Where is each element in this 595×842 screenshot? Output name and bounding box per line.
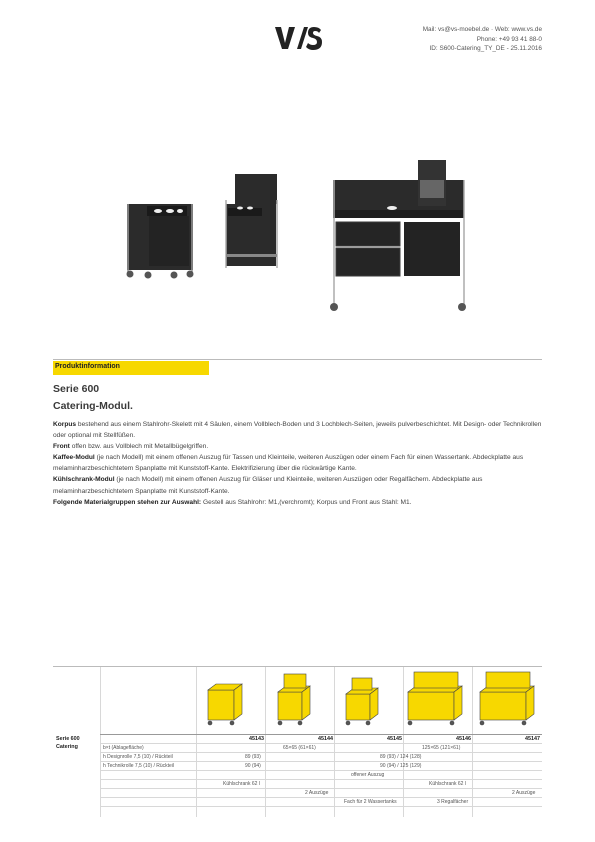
cart-45144 [226,174,277,268]
grid-line [100,743,542,744]
model-drawings [196,668,542,734]
paragraph-material: Folgende Materialgruppen stehen zur Auswahl: Gestell aus Stahlrohr: M1,(verchromt); Korpus und Front aus Stahl: M1. [53,498,412,506]
grid-line [100,752,542,753]
row-label: b×t (Ablagefläche) [103,745,144,751]
model-number: 45143 [249,736,264,742]
divider-top [53,359,542,360]
paragraph-kuehlschrank: Kühlschrank-Modul (je nach Modell) mit einem offenen Auszug für Gläser und Kleinteile, weiteren Auszügen oder Regalfächern. Abdeckplatte aus melaminharzbeschichtetem Spanplatte mit Kunststoff-Kante. [53,476,483,495]
series-label [56,735,80,751]
table-cell: 89 (93) [245,754,261,760]
table-cell: 2 Auszüge [512,790,536,796]
product-photo [0,160,595,320]
series-type: Catering [56,744,78,750]
grid-line [100,770,542,771]
paragraph-front: Front offen bzw. aus Vollblech mit Metallbügelgriffen. [53,443,209,451]
divider-table [53,666,542,667]
drawing-45146 [408,672,462,725]
drawing-45145 [346,678,378,725]
grid-line [100,779,542,780]
contact-phone: Phone: +49 93 41 88-0 [476,35,542,43]
table-cell: 90 (94) / 125 (129) [380,763,422,769]
grid-line [100,788,542,789]
grid-line [100,797,542,798]
table-cell: Fach für 2 Wassertanks [344,799,397,805]
paragraph-korpus: Korpus bestehend aus einem Stahlrohr-Skelett mit 4 Säulen, einem Vollblech-Boden und 3 Lochblech-Seiten, jeweils pulverbeschichtet. Mit Design- oder Technikrollen oder optional mit Stellfüßen. [53,421,542,440]
vs-logo [273,24,323,52]
drawing-45144 [278,674,310,725]
table-cell: 65×65 (61×61) [283,745,316,751]
table-cell: offener Auszug [351,772,385,778]
drawing-45147 [480,672,534,725]
contact-mail-web: Mail: vs@vs-moebel.de · Web: www.vs.de [422,26,542,33]
section-label: Produktinformation [53,361,209,375]
paragraph-kaffee: Kaffee-Modul (je nach Modell) mit einem offenen Auszug für Tassen und Kleinteile, weiteren Auszügen oder einem Fach für einen Wassertank. Abdeckplatte aus melaminharzbeschichtetem Spanplatte mit Kunststoff-Kante. Elektrifizierung über die rückwärtige Kante. [53,454,524,473]
grid-line [100,806,542,807]
grid-line [100,734,542,735]
table-cell: Kühlschrank 62 l [429,781,466,787]
cart-45143 [127,204,194,279]
table-cell: 3 Regalfächer [437,799,469,805]
grid-line [100,667,101,817]
title-series: Serie 600 [53,383,100,395]
table-cell: 89 (93) / 124 (128) [380,754,422,760]
table-cell: 90 (94) [245,763,261,769]
model-number: 45146 [456,736,471,742]
model-number: 45145 [387,736,402,742]
model-number: 45144 [318,736,333,742]
series-name: Serie 600 [56,736,80,742]
document-id: ID: S600-Catering_TY_DE - 25.11.2016 [429,45,542,53]
cart-45146 [330,160,466,311]
table-cell: 2 Auszüge [305,790,329,796]
table-cell: 125×65 (121×61) [422,745,461,751]
model-number: 45147 [525,736,540,742]
grid-line [100,761,542,762]
drawing-45143 [208,684,242,725]
title-module: Catering-Modul. [53,400,133,412]
row-label: h Designrolle 7,5 (10) / Rückteil [103,754,173,760]
page-title [53,381,133,415]
row-label: h Technikrolle 7,5 (10) / Rückteil [103,763,175,769]
table-cell: Kühlschrank 62 l [223,781,260,787]
product-description [53,419,545,508]
contact-block [423,25,542,54]
